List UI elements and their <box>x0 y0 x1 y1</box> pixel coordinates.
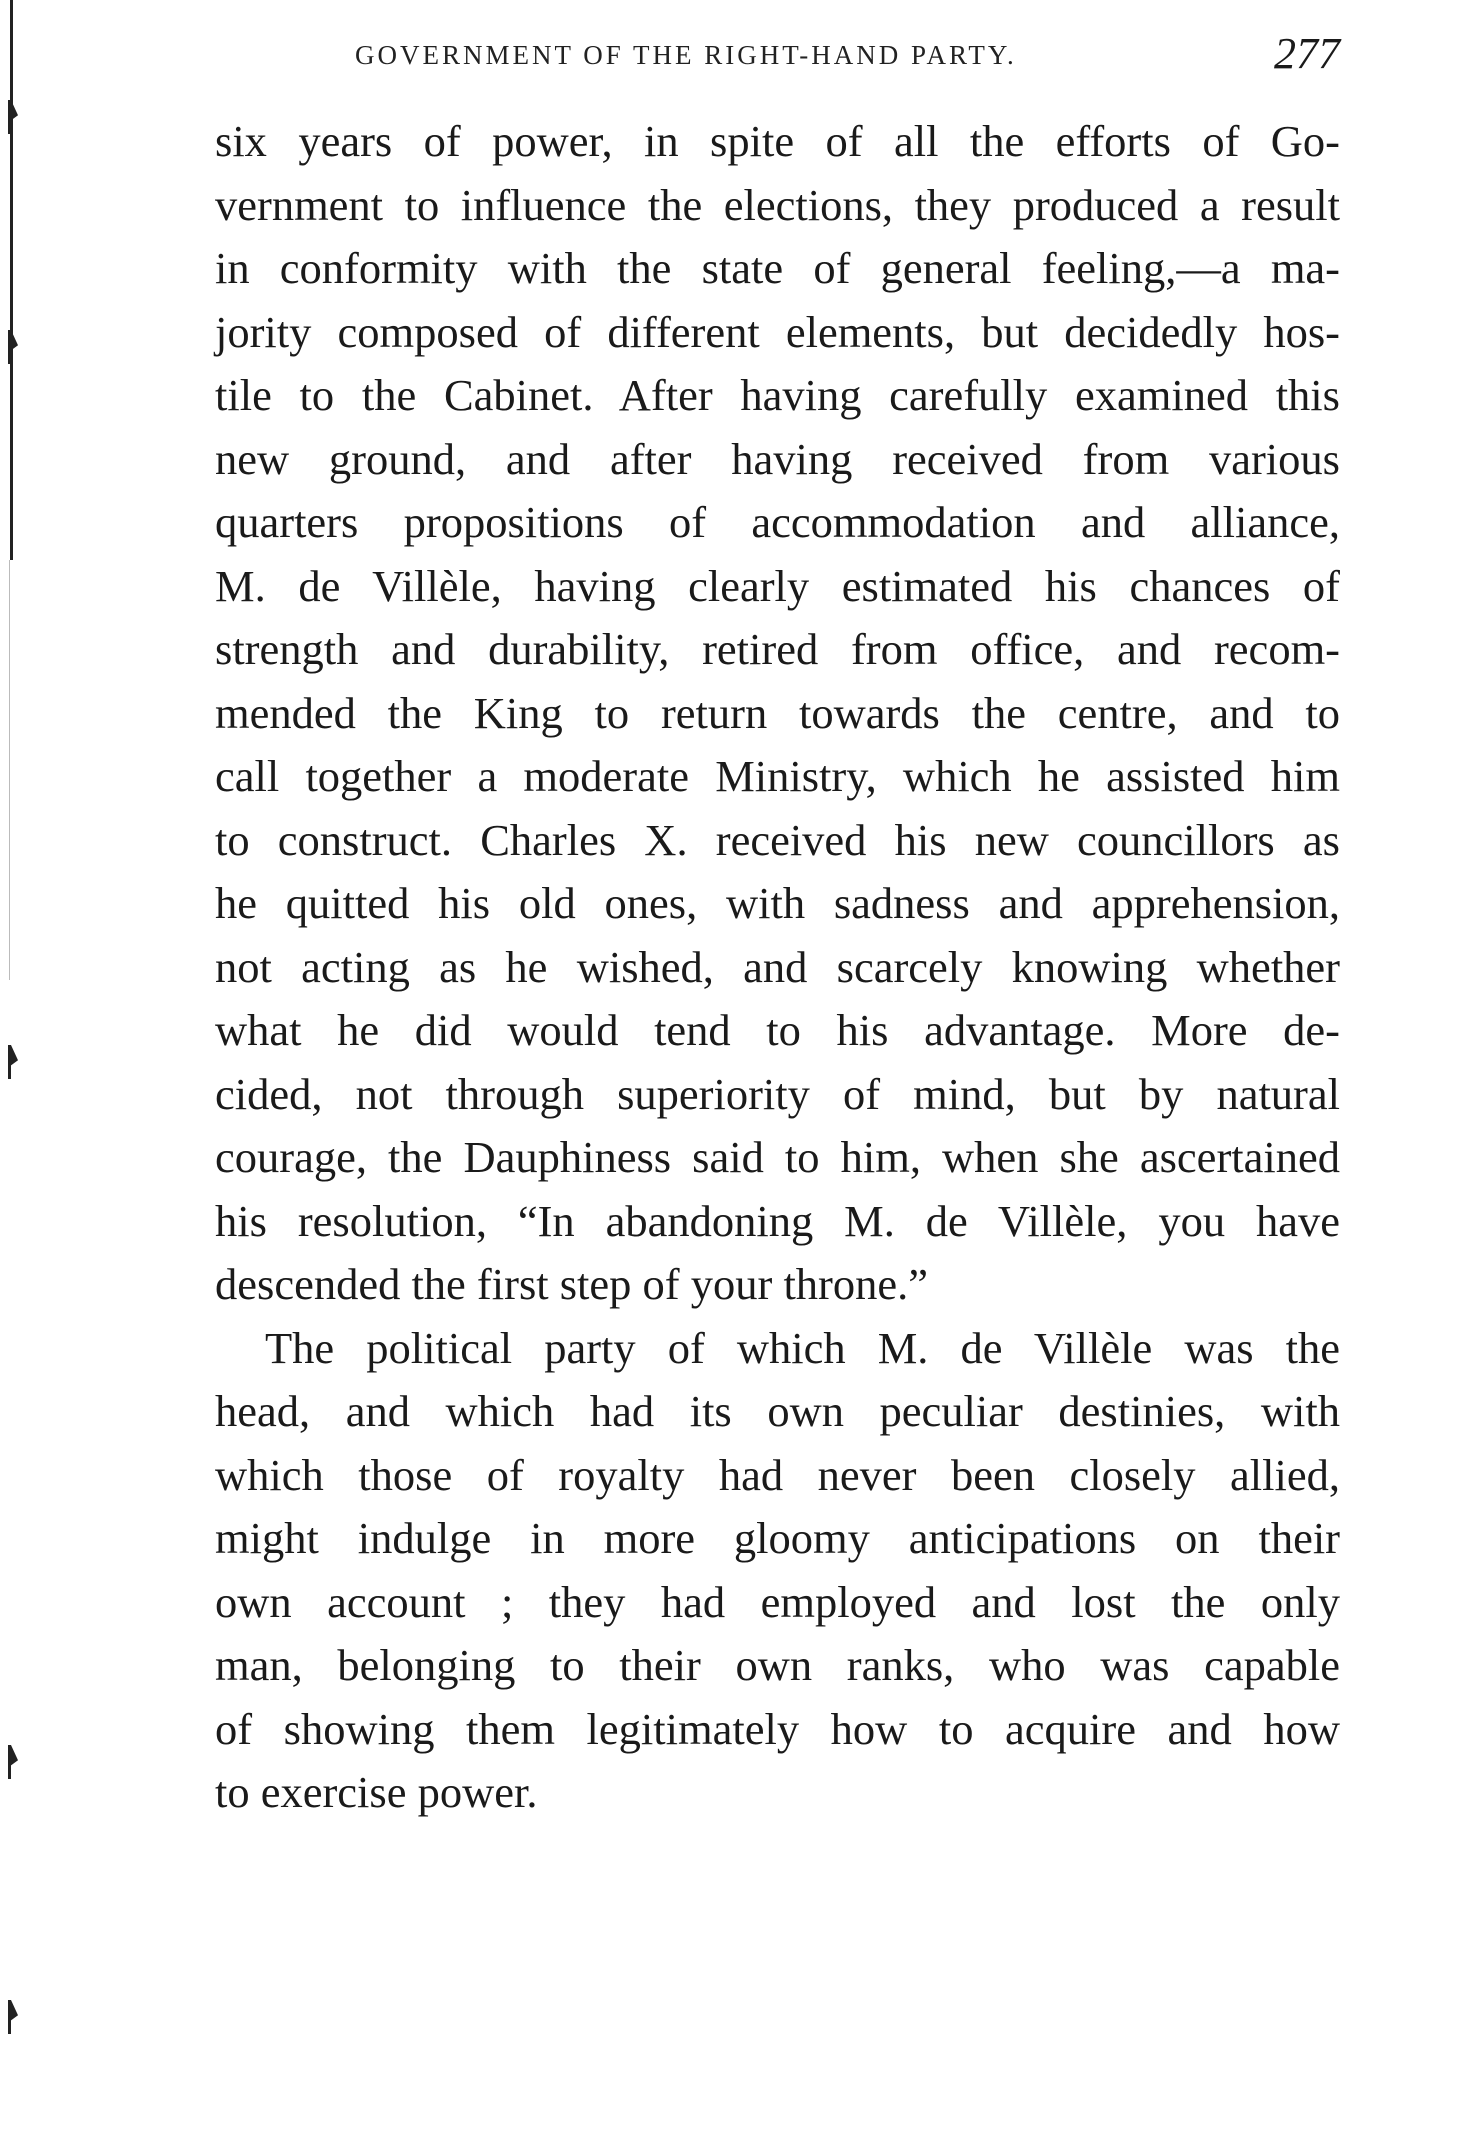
text-line: six years of power, in spite of all the efforts of Go- <box>215 116 1340 166</box>
text-line: man, belonging to their own ranks, who was capable <box>215 1640 1340 1690</box>
text-line: his resolution, “In abandoning M. de Villèle, you have <box>215 1195 1340 1246</box>
text-line: not acting as he wished, and scarcely knowing whether <box>215 941 1340 992</box>
text-line: new ground, and after having received from various <box>215 433 1340 484</box>
text-line: to construct. Charles X. received his new councillors as <box>215 814 1340 865</box>
text-line: he quitted his old ones, with sadness and apprehension, <box>215 878 1340 928</box>
body-text <box>215 110 1340 1825</box>
text-line: vernment to influence the elections, they produced a result <box>215 179 1340 230</box>
paragraph <box>215 110 1340 1317</box>
text-line: M. de Villèle, having clearly estimated his chances of <box>215 560 1340 611</box>
text-line: call together a moderate Ministry, which he assisted him <box>215 751 1340 801</box>
scan-edge-rule <box>10 0 13 560</box>
text-line: in conformity with the state of general feeling,—a ma- <box>215 243 1340 293</box>
scan-edge-mark <box>8 100 18 134</box>
scan-edge-mark <box>8 2000 18 2034</box>
text-line: jority composed of different elements, but decidedly hos- <box>215 306 1340 357</box>
page-number: 277 <box>1274 29 1340 78</box>
paragraph <box>215 1317 1340 1825</box>
text-line: The political party of which M. de Villèle was the <box>265 1322 1340 1373</box>
text-line: might indulge in more gloomy anticipations on their <box>215 1513 1340 1563</box>
text-line: tile to the Cabinet. After having carefully examined this <box>215 370 1340 420</box>
running-head: GOVERNMENT OF THE RIGHT-HAND PARTY. <box>355 40 1017 70</box>
text-line: descended the first step of your throne.” <box>215 1259 928 1309</box>
text-line: what he did would tend to his advantage. More de- <box>215 1005 1340 1055</box>
scan-edge-mark <box>8 1045 18 1079</box>
text-line: to exercise power. <box>215 1767 538 1817</box>
text-line: cided, not through superiority of mind, but by natural <box>215 1068 1340 1119</box>
text-line: courage, the Dauphiness said to him, when she ascertained <box>215 1132 1340 1182</box>
text-line: which those of royalty had never been closely allied, <box>215 1449 1340 1500</box>
text-line: mended the King to return towards the centre, and to <box>215 687 1340 738</box>
page-header <box>215 28 1340 78</box>
scan-edge-mark <box>8 330 18 364</box>
text-line: head, and which had its own peculiar destinies, with <box>215 1386 1340 1436</box>
text-line: of showing them legitimately how to acquire and how <box>215 1703 1340 1754</box>
scan-edge-rule-faint <box>9 560 10 980</box>
text-line: strength and durability, retired from office, and recom- <box>215 624 1340 674</box>
text-line: own account ; they had employed and lost the only <box>215 1576 1340 1627</box>
text-line: quarters propositions of accommodation and alliance, <box>215 497 1340 547</box>
scan-edge-mark <box>8 1745 18 1779</box>
